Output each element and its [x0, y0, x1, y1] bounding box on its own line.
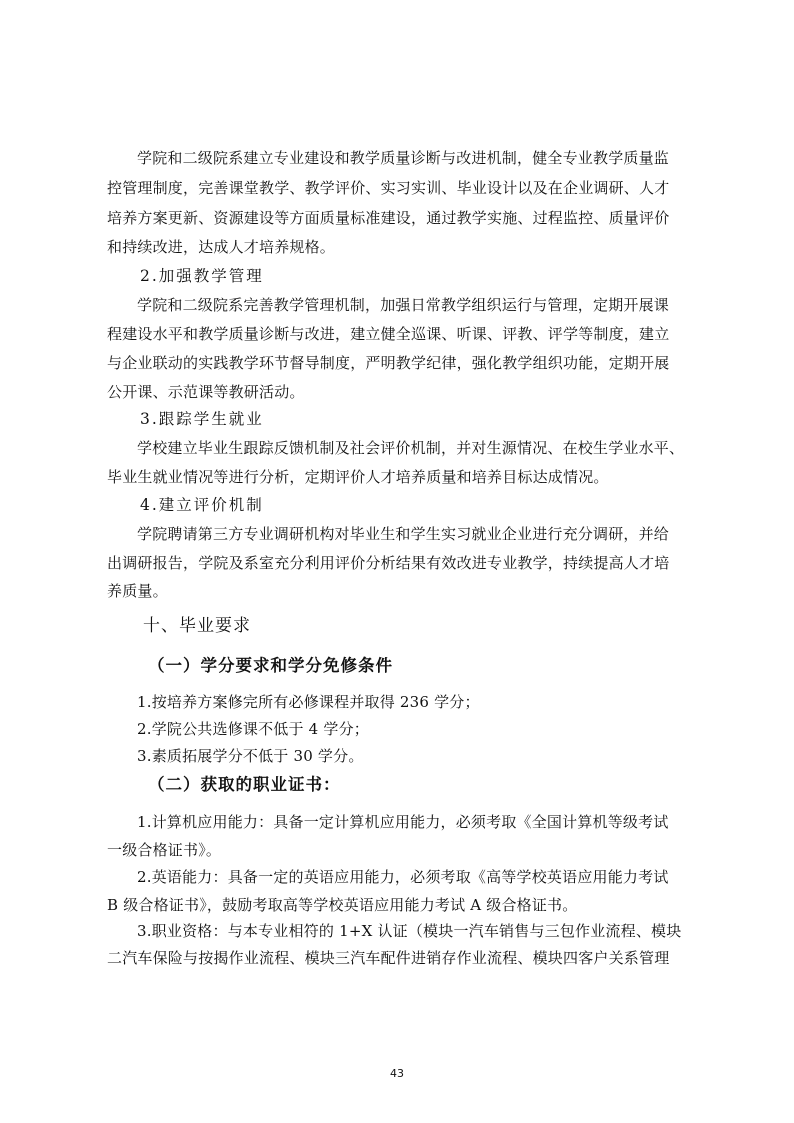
section-4-para-line: 养质量。	[107, 582, 168, 600]
section-3-title: 3.跟踪学生就业	[140, 410, 264, 428]
section-4-title: 4.建立评价机制	[140, 496, 264, 514]
page-number: 43	[390, 1067, 404, 1080]
section-2-para-line: 学院和二级院系完善教学管理机制，加强日常教学组织运行与管理，定期开展课	[137, 296, 670, 314]
section-3-para-line: 毕业生就业情况等进行分析，定期评价人才培养质量和培养目标达成情况。	[107, 468, 609, 486]
credit-item: 2.学院公共选修课不低于 4 学分；	[137, 720, 369, 738]
cert-line: 1.计算机应用能力：具备一定计算机应用能力，必须考取《全国计算机等级考试	[137, 813, 669, 831]
subsection-2-title: （二）获取的职业证书：	[148, 775, 341, 794]
cert-line: 3.职业资格：与本专业相符的 1+X 认证（模块一汽车销售与三包作业流程、模块	[137, 922, 682, 940]
cert-line: 2.英语能力：具备一定的英语应用能力，必须考取《高等学校英语应用能力考试	[137, 868, 669, 886]
cert-line: 二汽车保险与按揭作业流程、模块三汽车配件进销存作业流程、模块四客户关系管理	[107, 949, 670, 967]
quality-para-line: 学院和二级院系建立专业建设和教学质量诊断与改进机制，健全专业教学质量监	[137, 149, 670, 167]
subsection-1-title: （一）学分要求和学分免修条件	[148, 656, 393, 675]
credit-item: 3.素质拓展学分不低于 30 学分。	[137, 747, 364, 765]
section-2-title: 2.加强教学管理	[140, 267, 264, 285]
cert-line: B 级合格证书》，鼓励考取高等学校英语应用能力考试 A 级合格证书。	[107, 896, 578, 914]
section-2-para-line: 公开课、示范课等教研活动。	[107, 383, 305, 401]
section-2-para-line: 程建设水平和教学质量诊断与改进，建立健全巡课、听课、评教、评学等制度，建立	[107, 325, 670, 343]
quality-para-line: 培养方案更新、资源建设等方面质量标准建设，通过教学实施、过程监控、质量评价	[107, 209, 670, 227]
section-4-para-line: 学院聘请第三方专业调研机构对毕业生和学生实习就业企业进行充分调研，并给	[137, 525, 670, 543]
quality-para-line: 和持续改进，达成人才培养规格。	[107, 238, 336, 256]
section-2-para-line: 与企业联动的实践教学环节督导制度，严明教学纪律，强化教学组织功能，定期开展	[107, 354, 670, 372]
cert-line: 一级合格证书》。	[107, 841, 222, 859]
credit-item: 1.按培养方案修完所有必修课程并取得 236 学分；	[137, 693, 480, 711]
quality-para-line: 控管理制度，完善课堂教学、教学评价、实习实训、毕业设计以及在企业调研、人才	[107, 179, 670, 197]
chapter-title: 十、毕业要求	[143, 616, 251, 636]
section-4-para-line: 出调研报告，学院及系室充分利用评价分析结果有效改进专业教学，持续提高人才培	[107, 554, 670, 572]
section-3-para-line: 学校建立毕业生跟踪反馈机制及社会评价机制，并对生源情况、在校生学业水平、	[137, 439, 685, 457]
